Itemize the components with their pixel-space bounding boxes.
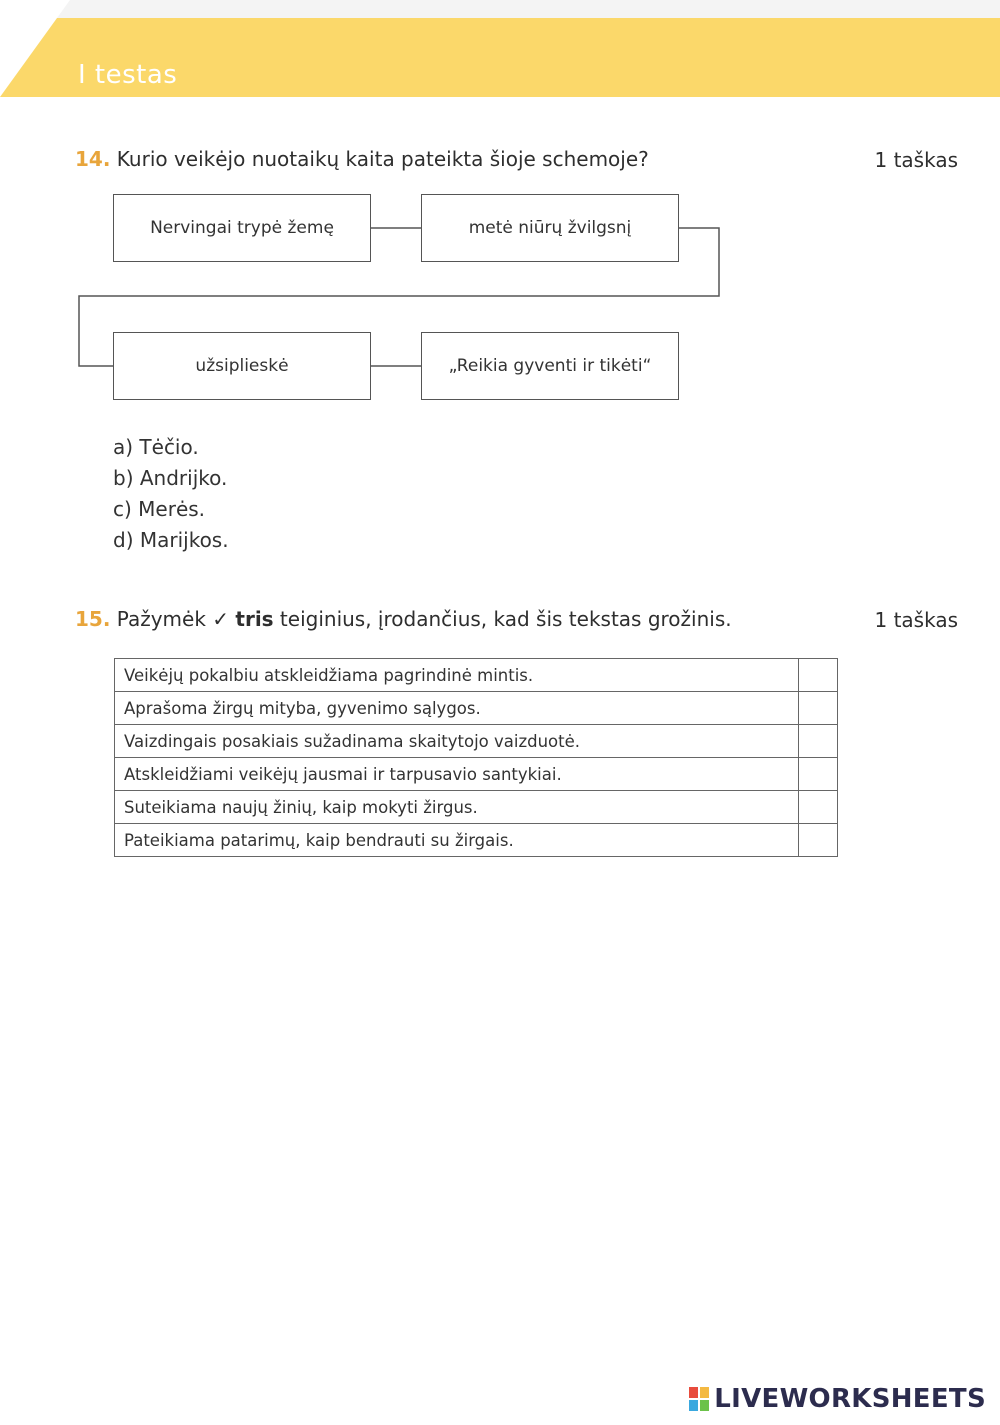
question-14-options xyxy=(113,432,229,556)
question-15 xyxy=(75,607,732,631)
statement-checkbox[interactable] xyxy=(799,824,838,857)
table-row xyxy=(115,758,838,791)
statement-text: Vaizdingais posakiais sužadinama skaitytojo vaizduotė. xyxy=(115,725,799,758)
statement-checkbox[interactable] xyxy=(799,692,838,725)
schema-box-1 xyxy=(113,194,371,262)
question-14-points: 1 taškas xyxy=(874,148,958,172)
schema-box-4 xyxy=(421,332,679,400)
statement-text: Suteikiama naujų žinių, kaip mokyti žirgus. xyxy=(115,791,799,824)
schema-box-4-text: „Reikia gyventi ir tikėti“ xyxy=(448,356,652,376)
schema-box-2-text: metė niūrų žvilgsnį xyxy=(468,218,632,238)
table-row xyxy=(115,659,838,692)
question-14-text: Kurio veikėjo nuotaikų kaita pateikta šioje schemoje? xyxy=(116,147,649,171)
question-14-number: 14. xyxy=(75,147,111,171)
option-d[interactable]: d) Marijkos. xyxy=(113,528,229,552)
statement-text: Pateikiama patarimų, kaip bendrauti su žirgais. xyxy=(115,824,799,857)
statement-checkbox[interactable] xyxy=(799,659,838,692)
table-row xyxy=(115,725,838,758)
statement-text: Atskleidžiami veikėjų jausmai ir tarpusavio santykiai. xyxy=(115,758,799,791)
question-15-text-before: Pažymėk ✓ xyxy=(116,607,236,631)
liveworksheets-logo xyxy=(688,1384,986,1414)
liveworksheets-brand: LIVEWORKSHEETS xyxy=(714,1384,986,1414)
table-row xyxy=(115,824,838,857)
statement-text: Veikėjų pokalbiu atskleidžiama pagrindinė mintis. xyxy=(115,659,799,692)
statement-checkbox[interactable] xyxy=(799,758,838,791)
statements-table xyxy=(114,658,838,857)
schema-box-3 xyxy=(113,332,371,400)
page-title: I testas xyxy=(78,60,178,90)
schema-box-1-text: Nervingai trypė žemę xyxy=(150,218,334,238)
question-15-text-after: teiginius, įrodančius, kad šis tekstas grožinis. xyxy=(273,607,732,631)
option-c[interactable]: c) Merės. xyxy=(113,497,206,521)
statement-checkbox[interactable] xyxy=(799,791,838,824)
option-a[interactable]: a) Tėčio. xyxy=(113,435,199,459)
statement-text: Aprašoma žirgų mityba, gyvenimo sąlygos. xyxy=(115,692,799,725)
statement-checkbox[interactable] xyxy=(799,725,838,758)
table-row xyxy=(115,791,838,824)
question-15-number: 15. xyxy=(75,607,111,631)
schema-box-2 xyxy=(421,194,679,262)
table-row xyxy=(115,692,838,725)
option-b[interactable]: b) Andrijko. xyxy=(113,466,228,490)
question-15-points: 1 taškas xyxy=(874,608,958,632)
question-15-text-bold: tris xyxy=(235,607,274,631)
schema-box-3-text: užsiplieskė xyxy=(195,356,289,376)
liveworksheets-icon xyxy=(688,1386,710,1412)
